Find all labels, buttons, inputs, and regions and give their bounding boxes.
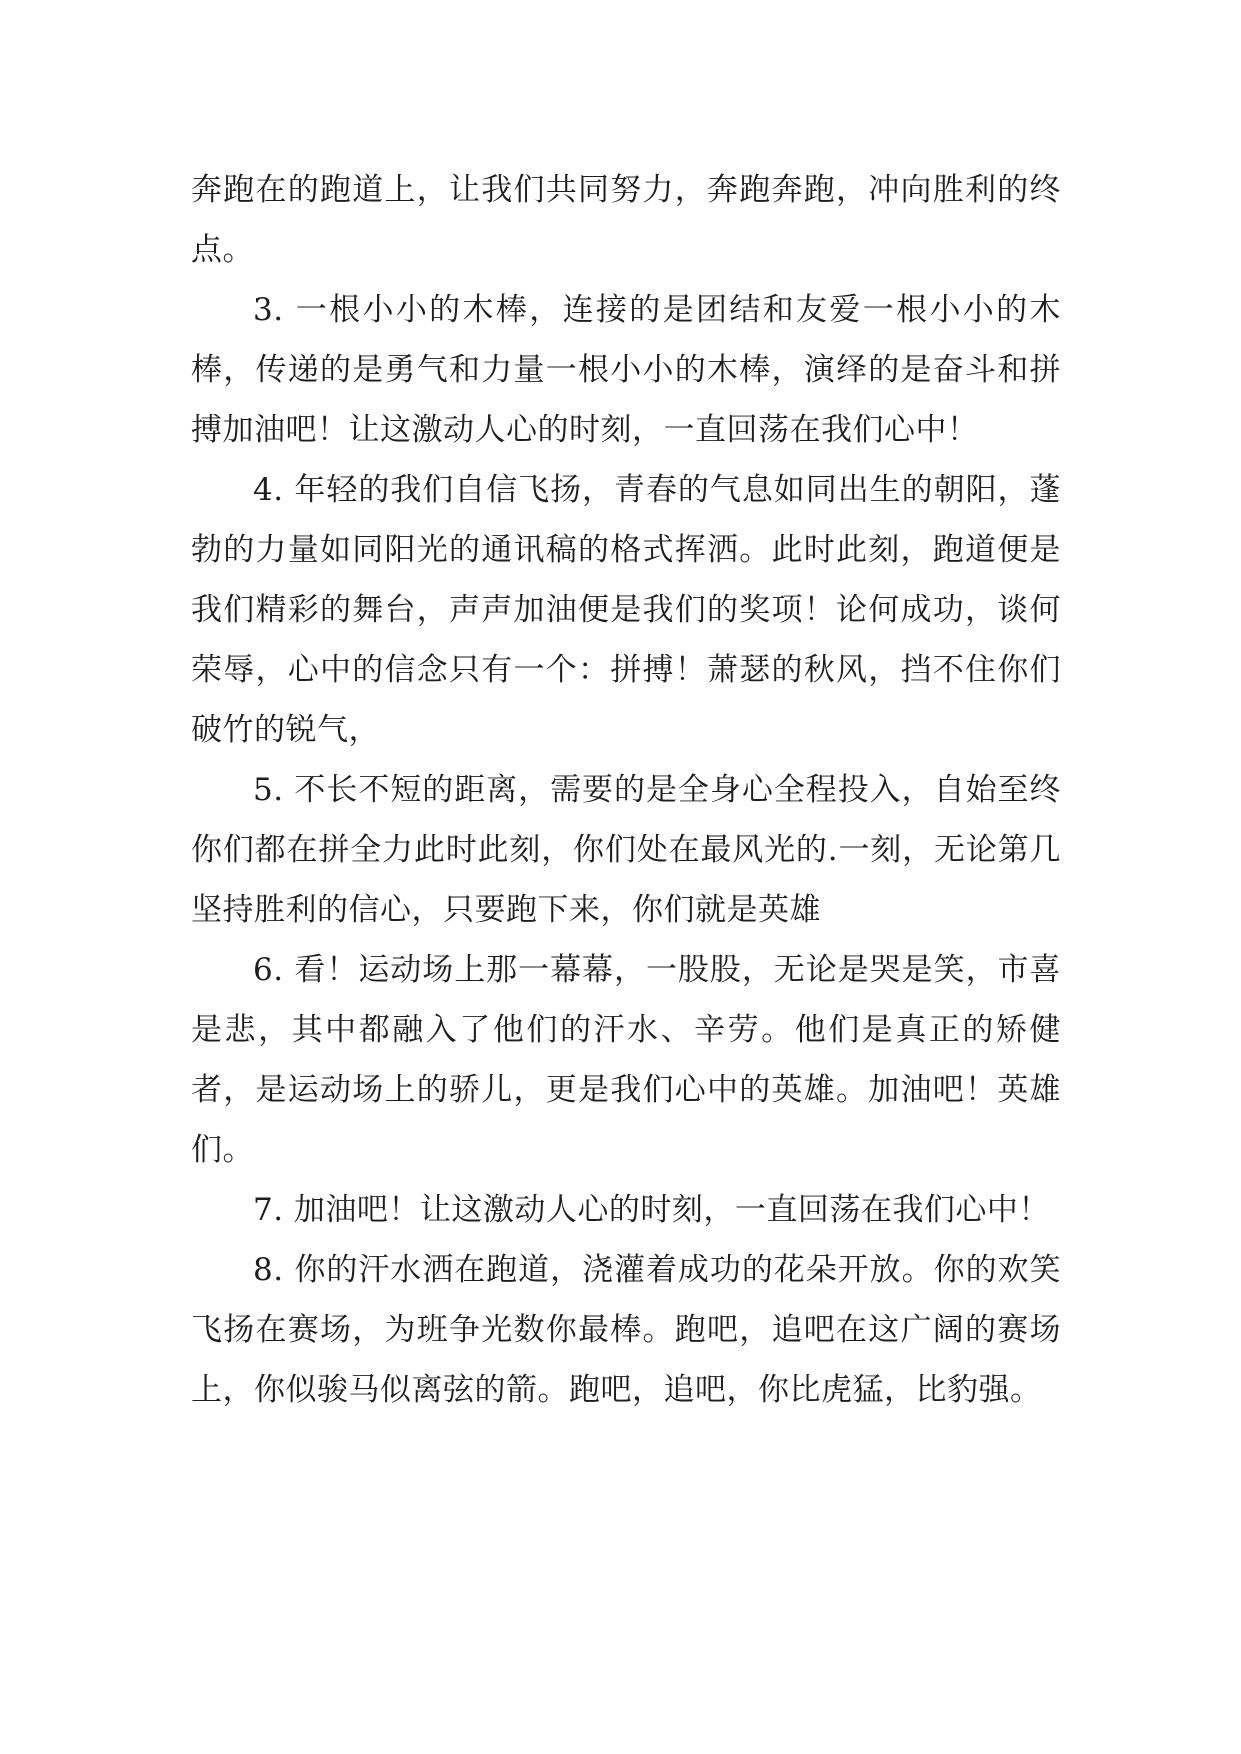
paragraph-item-6: 6. 看！运动场上那一幕幕，一股股，无论是哭是笑，市喜是悲，其中都融入了他们的汗水、辛劳。他们是真正的矫健者，是运动场上的骄儿，更是我们心中的英雄。加油吧！英雄们。 [191, 952, 1061, 1168]
paragraph-item-7: 7. 加油吧！让这激动人心的时刻，一直回荡在我们心中！ [253, 1192, 1050, 1228]
paragraph-item-5: 5. 不长不短的距离，需要的是全身心全程投入，自始至终你们都在拼全力此时此刻，你们处在最风光的.一刻，无论第几坚持胜利的信心，只要跑下来，你们就是英雄 [191, 772, 1061, 928]
paragraph-item-4: 4. 年轻的我们自信飞扬，青春的气息如同出生的朝阳，蓬勃的力量如同阳光的通讯稿的格式挥洒。此时此刻，跑道便是我们精彩的舞台，声声加油便是我们的奖项！论何成功，谈何荣辱，心中的信念只有一个：拼搏！萧瑟的秋风，挡不住你们破竹的锐气， [191, 472, 1061, 748]
paragraph-item-3: 3. 一根小小的木棒，连接的是团结和友爱一根小小的木棒，传递的是勇气和力量一根小小的木棒，演绎的是奋斗和拼搏加油吧！让这激动人心的时刻，一直回荡在我们心中！ [191, 292, 1061, 448]
paragraph-continuation: 奔跑在的跑道上，让我们共同努力，奔跑奔跑，冲向胜利的终点。 [191, 172, 1061, 268]
document-body [191, 160, 1061, 1420]
paragraph-item-8: 8. 你的汗水洒在跑道，浇灌着成功的花朵开放。你的欢笑飞扬在赛场，为班争光数你最棒。跑吧，追吧在这广阔的赛场上，你似骏马似离弦的箭。跑吧，追吧，你比虎猛，比豹强。 [191, 1252, 1061, 1408]
